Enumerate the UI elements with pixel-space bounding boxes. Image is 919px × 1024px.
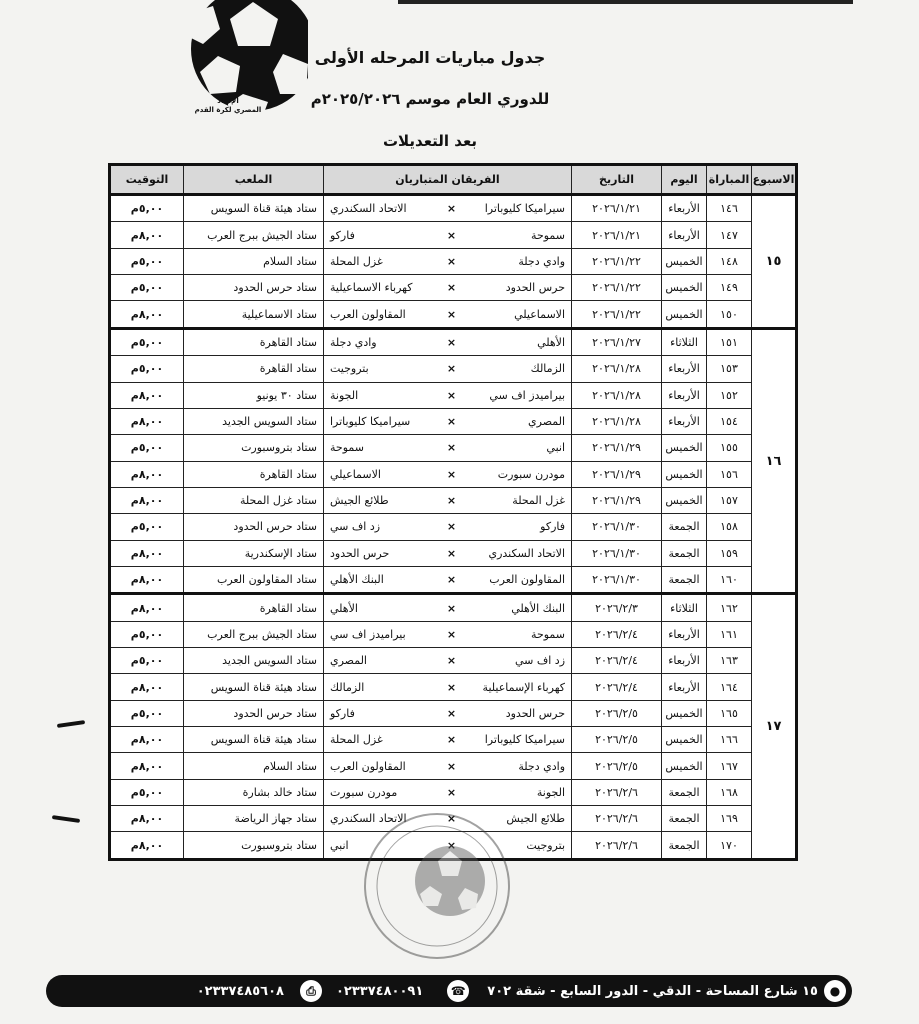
match-number: ١٥٤ xyxy=(707,408,752,434)
home-team: الاتحاد السكندري xyxy=(462,540,572,566)
away-team: غزل المحلة xyxy=(324,727,442,753)
stadium: ستاد القاهرة xyxy=(184,594,324,621)
table-row xyxy=(110,275,797,301)
table-row xyxy=(110,727,797,753)
footer-address: ١٥ شارع المساحة - الدقي - الدور السابع - شقة ٧٠٢ xyxy=(487,983,818,999)
match-number: ١٤٨ xyxy=(707,248,752,274)
versus-mark: × xyxy=(442,540,462,566)
table-row xyxy=(110,328,797,355)
header-time: التوقيت xyxy=(110,165,184,195)
home-team: المصري xyxy=(462,408,572,434)
table-row xyxy=(110,461,797,487)
match-date: ٢٠٢٦/٢/٤ xyxy=(572,621,662,647)
home-team: الجونة xyxy=(462,779,572,805)
match-number: ١٥٠ xyxy=(707,301,752,328)
away-team: كهرباء الاسماعيلية xyxy=(324,275,442,301)
kickoff-time: ٨,٠٠م xyxy=(110,832,184,860)
fixtures-body xyxy=(110,195,797,860)
home-team: انبي xyxy=(462,435,572,461)
home-team: المقاولون العرب xyxy=(462,566,572,593)
home-team: غزل المحلة xyxy=(462,487,572,513)
match-number: ١٤٩ xyxy=(707,275,752,301)
home-team: سموحة xyxy=(462,621,572,647)
table-row xyxy=(110,566,797,593)
versus-mark: × xyxy=(442,514,462,540)
week-number: ١٦ xyxy=(752,328,797,594)
match-number: ١٦١ xyxy=(707,621,752,647)
table-row xyxy=(110,248,797,274)
table-row xyxy=(110,648,797,674)
kickoff-time: ٥,٠٠م xyxy=(110,328,184,355)
stadium: ستاد حرس الحدود xyxy=(184,514,324,540)
kickoff-time: ٥,٠٠م xyxy=(110,435,184,461)
match-day: الأربعاء xyxy=(662,621,707,647)
versus-mark: × xyxy=(442,222,462,248)
match-date: ٢٠٢٦/١/٢١ xyxy=(572,195,662,222)
match-number: ١٦٦ xyxy=(707,727,752,753)
header-week: الاسبوع xyxy=(752,165,797,195)
footer-fax: ٠٢٣٣٧٤٨٥٦٠٨ xyxy=(196,983,284,999)
match-date: ٢٠٢٦/٢/٥ xyxy=(572,700,662,726)
match-number: ١٥٢ xyxy=(707,382,752,408)
versus-mark: × xyxy=(442,195,462,222)
table-row xyxy=(110,700,797,726)
away-team: طلائع الجيش xyxy=(324,487,442,513)
kickoff-time: ٨,٠٠م xyxy=(110,674,184,700)
home-team: مودرن سبورت xyxy=(462,461,572,487)
home-team: الأهلي xyxy=(462,328,572,355)
home-team: بيراميدز اف سي xyxy=(462,382,572,408)
away-team: بتروجيت xyxy=(324,356,442,382)
kickoff-time: ٥,٠٠م xyxy=(110,356,184,382)
table-row xyxy=(110,435,797,461)
match-date: ٢٠٢٦/١/٢٢ xyxy=(572,248,662,274)
away-team: الأهلي xyxy=(324,594,442,621)
kickoff-time: ٨,٠٠م xyxy=(110,806,184,832)
stadium: ستاد حرس الحدود xyxy=(184,275,324,301)
home-team: البنك الأهلي xyxy=(462,594,572,621)
stadium: ستاد الإسكندرية xyxy=(184,540,324,566)
kickoff-time: ٥,٠٠م xyxy=(110,195,184,222)
away-team: بيراميدز اف سي xyxy=(324,621,442,647)
kickoff-time: ٨,٠٠م xyxy=(110,594,184,621)
kickoff-time: ٥,٠٠م xyxy=(110,514,184,540)
match-number: ١٥٨ xyxy=(707,514,752,540)
match-date: ٢٠٢٦/٢/٥ xyxy=(572,727,662,753)
margin-mark xyxy=(52,815,80,823)
table-row xyxy=(110,222,797,248)
stadium: ستاد السلام xyxy=(184,753,324,779)
football-logo xyxy=(158,0,308,139)
home-team: كهرباء الإسماعيلية xyxy=(462,674,572,700)
stadium: ستاد خالد بشارة xyxy=(184,779,324,805)
match-date: ٢٠٢٦/١/٢٢ xyxy=(572,275,662,301)
away-team: الاتحاد السكندري xyxy=(324,806,442,832)
stadium: ستاد الجيش ببرج العرب xyxy=(184,222,324,248)
match-date: ٢٠٢٦/٢/٣ xyxy=(572,594,662,621)
footer-phone: ٠٢٣٣٧٤٨٠٠٩١ xyxy=(335,983,424,999)
versus-mark: × xyxy=(442,566,462,593)
match-day: الثلاثاء xyxy=(662,594,707,621)
stadium: ستاد هيئة قناة السويس xyxy=(184,727,324,753)
match-date: ٢٠٢٦/٢/٤ xyxy=(572,648,662,674)
away-team: الجونة xyxy=(324,382,442,408)
table-row xyxy=(110,301,797,328)
table-row xyxy=(110,356,797,382)
stadium: ستاد بتروسبورت xyxy=(184,435,324,461)
match-date: ٢٠٢٦/٢/٦ xyxy=(572,779,662,805)
match-day: الجمعة xyxy=(662,514,707,540)
match-day: الأربعاء xyxy=(662,408,707,434)
match-number: ١٧٠ xyxy=(707,832,752,860)
match-date: ٢٠٢٦/٢/٦ xyxy=(572,806,662,832)
table-row xyxy=(110,594,797,621)
home-team: وادي دجلة xyxy=(462,753,572,779)
kickoff-time: ٥,٠٠م xyxy=(110,648,184,674)
kickoff-time: ٨,٠٠م xyxy=(110,382,184,408)
match-number: ١٥٣ xyxy=(707,356,752,382)
match-day: الأربعاء xyxy=(662,648,707,674)
top-rule xyxy=(398,0,853,4)
match-day: الجمعة xyxy=(662,566,707,593)
logo-text xyxy=(182,97,274,115)
match-day: الجمعة xyxy=(662,779,707,805)
stadium: ستاد القاهرة xyxy=(184,356,324,382)
match-day: الأربعاء xyxy=(662,195,707,222)
kickoff-time: ٥,٠٠م xyxy=(110,248,184,274)
table-row xyxy=(110,382,797,408)
stadium: ستاد السلام xyxy=(184,248,324,274)
match-day: الجمعة xyxy=(662,806,707,832)
match-day: الخميس xyxy=(662,700,707,726)
header-match: المباراة xyxy=(707,165,752,195)
header-stadium: الملعب xyxy=(184,165,324,195)
home-team: طلائع الجيش xyxy=(462,806,572,832)
versus-mark: × xyxy=(442,779,462,805)
table-row xyxy=(110,195,797,222)
table-row xyxy=(110,514,797,540)
match-number: ١٦٤ xyxy=(707,674,752,700)
match-number: ١٥٥ xyxy=(707,435,752,461)
match-number: ١٦٩ xyxy=(707,806,752,832)
week-number: ١٧ xyxy=(752,594,797,860)
stadium: ستاد بتروسبورت xyxy=(184,832,324,860)
table-row xyxy=(110,487,797,513)
table-header xyxy=(110,165,797,195)
official-stamp xyxy=(360,806,515,966)
kickoff-time: ٨,٠٠م xyxy=(110,540,184,566)
home-team: الاسماعيلي xyxy=(462,301,572,328)
away-team: غزل المحلة xyxy=(324,248,442,274)
match-date: ٢٠٢٦/١/٢٢ xyxy=(572,301,662,328)
match-number: ١٦٣ xyxy=(707,648,752,674)
versus-mark: × xyxy=(442,461,462,487)
match-day: الخميس xyxy=(662,727,707,753)
fixtures-table xyxy=(108,163,798,861)
away-team: المصري xyxy=(324,648,442,674)
away-team: البنك الأهلي xyxy=(324,566,442,593)
versus-mark: × xyxy=(442,753,462,779)
table-row xyxy=(110,753,797,779)
match-date: ٢٠٢٦/١/٣٠ xyxy=(572,514,662,540)
match-day: الخميس xyxy=(662,753,707,779)
away-team: المقاولون العرب xyxy=(324,753,442,779)
match-number: ١٦٧ xyxy=(707,753,752,779)
versus-mark: × xyxy=(442,700,462,726)
page-subtitle: للدوري العام موسم ٢٠٢٥/٢٠٢٦م xyxy=(310,90,550,108)
kickoff-time: ٨,٠٠م xyxy=(110,487,184,513)
home-team: سيراميكا كليوباترا xyxy=(462,727,572,753)
match-day: الخميس xyxy=(662,435,707,461)
kickoff-time: ٥,٠٠م xyxy=(110,275,184,301)
home-team: حرس الحدود xyxy=(462,275,572,301)
kickoff-time: ٨,٠٠م xyxy=(110,566,184,593)
match-number: ١٥٧ xyxy=(707,487,752,513)
versus-mark: × xyxy=(442,648,462,674)
kickoff-time: ٨,٠٠م xyxy=(110,222,184,248)
kickoff-time: ٥,٠٠م xyxy=(110,621,184,647)
header-teams: الفريقان المتباريان xyxy=(324,165,572,195)
versus-mark: × xyxy=(442,487,462,513)
footer-bar xyxy=(46,975,852,1007)
match-number: ١٦٠ xyxy=(707,566,752,593)
table-row xyxy=(110,540,797,566)
match-day: الخميس xyxy=(662,248,707,274)
kickoff-time: ٨,٠٠م xyxy=(110,727,184,753)
match-number: ١٦٢ xyxy=(707,594,752,621)
home-team: زد اف سي xyxy=(462,648,572,674)
stadium: ستاد هيئة قناة السويس xyxy=(184,674,324,700)
home-team: بتروجيت xyxy=(462,832,572,860)
kickoff-time: ٨,٠٠م xyxy=(110,461,184,487)
margin-mark xyxy=(57,720,85,728)
match-number: ١٤٦ xyxy=(707,195,752,222)
stadium: ستاد القاهرة xyxy=(184,461,324,487)
stadium: ستاد القاهرة xyxy=(184,328,324,355)
kickoff-time: ٥,٠٠م xyxy=(110,700,184,726)
match-date: ٢٠٢٦/١/٢٨ xyxy=(572,382,662,408)
kickoff-time: ٨,٠٠م xyxy=(110,301,184,328)
match-date: ٢٠٢٦/١/٣٠ xyxy=(572,566,662,593)
match-date: ٢٠٢٦/١/٢١ xyxy=(572,222,662,248)
kickoff-time: ٨,٠٠م xyxy=(110,753,184,779)
versus-mark: × xyxy=(442,806,462,832)
match-day: الجمعة xyxy=(662,540,707,566)
stadium: ستاد حرس الحدود xyxy=(184,700,324,726)
versus-mark: × xyxy=(442,382,462,408)
header-date: التاريخ xyxy=(572,165,662,195)
versus-mark: × xyxy=(442,408,462,434)
away-team: مودرن سبورت xyxy=(324,779,442,805)
away-team: المقاولون العرب xyxy=(324,301,442,328)
away-team: وادي دجلة xyxy=(324,328,442,355)
match-date: ٢٠٢٦/٢/٤ xyxy=(572,674,662,700)
logo-text-line: المصري لكرة القدم xyxy=(194,106,262,114)
match-day: الأربعاء xyxy=(662,356,707,382)
match-date: ٢٠٢٦/١/٢٧ xyxy=(572,328,662,355)
away-team: انبي xyxy=(324,832,442,860)
versus-mark: × xyxy=(442,832,462,860)
versus-mark: × xyxy=(442,356,462,382)
away-team: الزمالك xyxy=(324,674,442,700)
match-date: ٢٠٢٦/٢/٦ xyxy=(572,832,662,860)
match-date: ٢٠٢٦/١/٢٨ xyxy=(572,408,662,434)
match-date: ٢٠٢٦/١/٢٨ xyxy=(572,356,662,382)
away-team: زد اف سي xyxy=(324,514,442,540)
stadium: ستاد جهاز الرياضة xyxy=(184,806,324,832)
match-number: ١٦٥ xyxy=(707,700,752,726)
home-team: الزمالك xyxy=(462,356,572,382)
table-row xyxy=(110,674,797,700)
match-day: الخميس xyxy=(662,487,707,513)
home-team: حرس الحدود xyxy=(462,700,572,726)
stadium: ستاد المقاولون العرب xyxy=(184,566,324,593)
match-number: ١٦٨ xyxy=(707,779,752,805)
versus-mark: × xyxy=(442,248,462,274)
stadium: ستاد السويس الجديد xyxy=(184,408,324,434)
match-number: ١٤٧ xyxy=(707,222,752,248)
home-team: سموحة xyxy=(462,222,572,248)
kickoff-time: ٥,٠٠م xyxy=(110,779,184,805)
away-team: الاسماعيلي xyxy=(324,461,442,487)
versus-mark: × xyxy=(442,301,462,328)
phone-icon: ☎ xyxy=(447,980,469,1002)
away-team: حرس الحدود xyxy=(324,540,442,566)
versus-mark: × xyxy=(442,727,462,753)
stadium: ستاد هيئة قناة السويس xyxy=(184,195,324,222)
stadium: ستاد الاسماعيلية xyxy=(184,301,324,328)
away-team: فاركو xyxy=(324,700,442,726)
match-date: ٢٠٢٦/١/٢٩ xyxy=(572,487,662,513)
location-pin-icon: ● xyxy=(824,980,846,1002)
versus-mark: × xyxy=(442,435,462,461)
home-team: سيراميكا كليوباترا xyxy=(462,195,572,222)
away-team: سموحة xyxy=(324,435,442,461)
fax-icon: ⎙ xyxy=(300,980,322,1002)
stadium: ستاد غزل المحلة xyxy=(184,487,324,513)
versus-mark: × xyxy=(442,594,462,621)
match-number: ١٥٩ xyxy=(707,540,752,566)
stadium: ستاد الجيش ببرج العرب xyxy=(184,621,324,647)
match-date: ٢٠٢٦/١/٣٠ xyxy=(572,540,662,566)
match-number: ١٥١ xyxy=(707,328,752,355)
away-team: فاركو xyxy=(324,222,442,248)
page-title: جدول مباريات المرحله الأولى xyxy=(314,48,546,67)
versus-mark: × xyxy=(442,621,462,647)
header-day: اليوم xyxy=(662,165,707,195)
match-date: ٢٠٢٦/١/٢٩ xyxy=(572,435,662,461)
match-date: ٢٠٢٦/٢/٥ xyxy=(572,753,662,779)
match-day: الجمعة xyxy=(662,832,707,860)
match-day: الأربعاء xyxy=(662,222,707,248)
stadium: ستاد ٣٠ يونيو xyxy=(184,382,324,408)
match-day: الثلاثاء xyxy=(662,328,707,355)
match-day: الأربعاء xyxy=(662,382,707,408)
home-team: وادي دجلة xyxy=(462,248,572,274)
table-row xyxy=(110,779,797,805)
match-day: الأربعاء xyxy=(662,674,707,700)
table-row xyxy=(110,621,797,647)
home-team: فاركو xyxy=(462,514,572,540)
versus-mark: × xyxy=(442,275,462,301)
versus-mark: × xyxy=(442,328,462,355)
match-day: الخميس xyxy=(662,275,707,301)
versus-mark: × xyxy=(442,674,462,700)
away-team: سيراميكا كليوباترا xyxy=(324,408,442,434)
match-date: ٢٠٢٦/١/٢٩ xyxy=(572,461,662,487)
table-row xyxy=(110,408,797,434)
stadium: ستاد السويس الجديد xyxy=(184,648,324,674)
logo-text-line: الإتحاد xyxy=(217,97,239,105)
kickoff-time: ٨,٠٠م xyxy=(110,408,184,434)
match-number: ١٥٦ xyxy=(707,461,752,487)
match-day: الخميس xyxy=(662,461,707,487)
away-team: الاتحاد السكندري xyxy=(324,195,442,222)
week-number: ١٥ xyxy=(752,195,797,329)
revision-note: بعد التعديلات xyxy=(382,132,478,150)
match-day: الخميس xyxy=(662,301,707,328)
